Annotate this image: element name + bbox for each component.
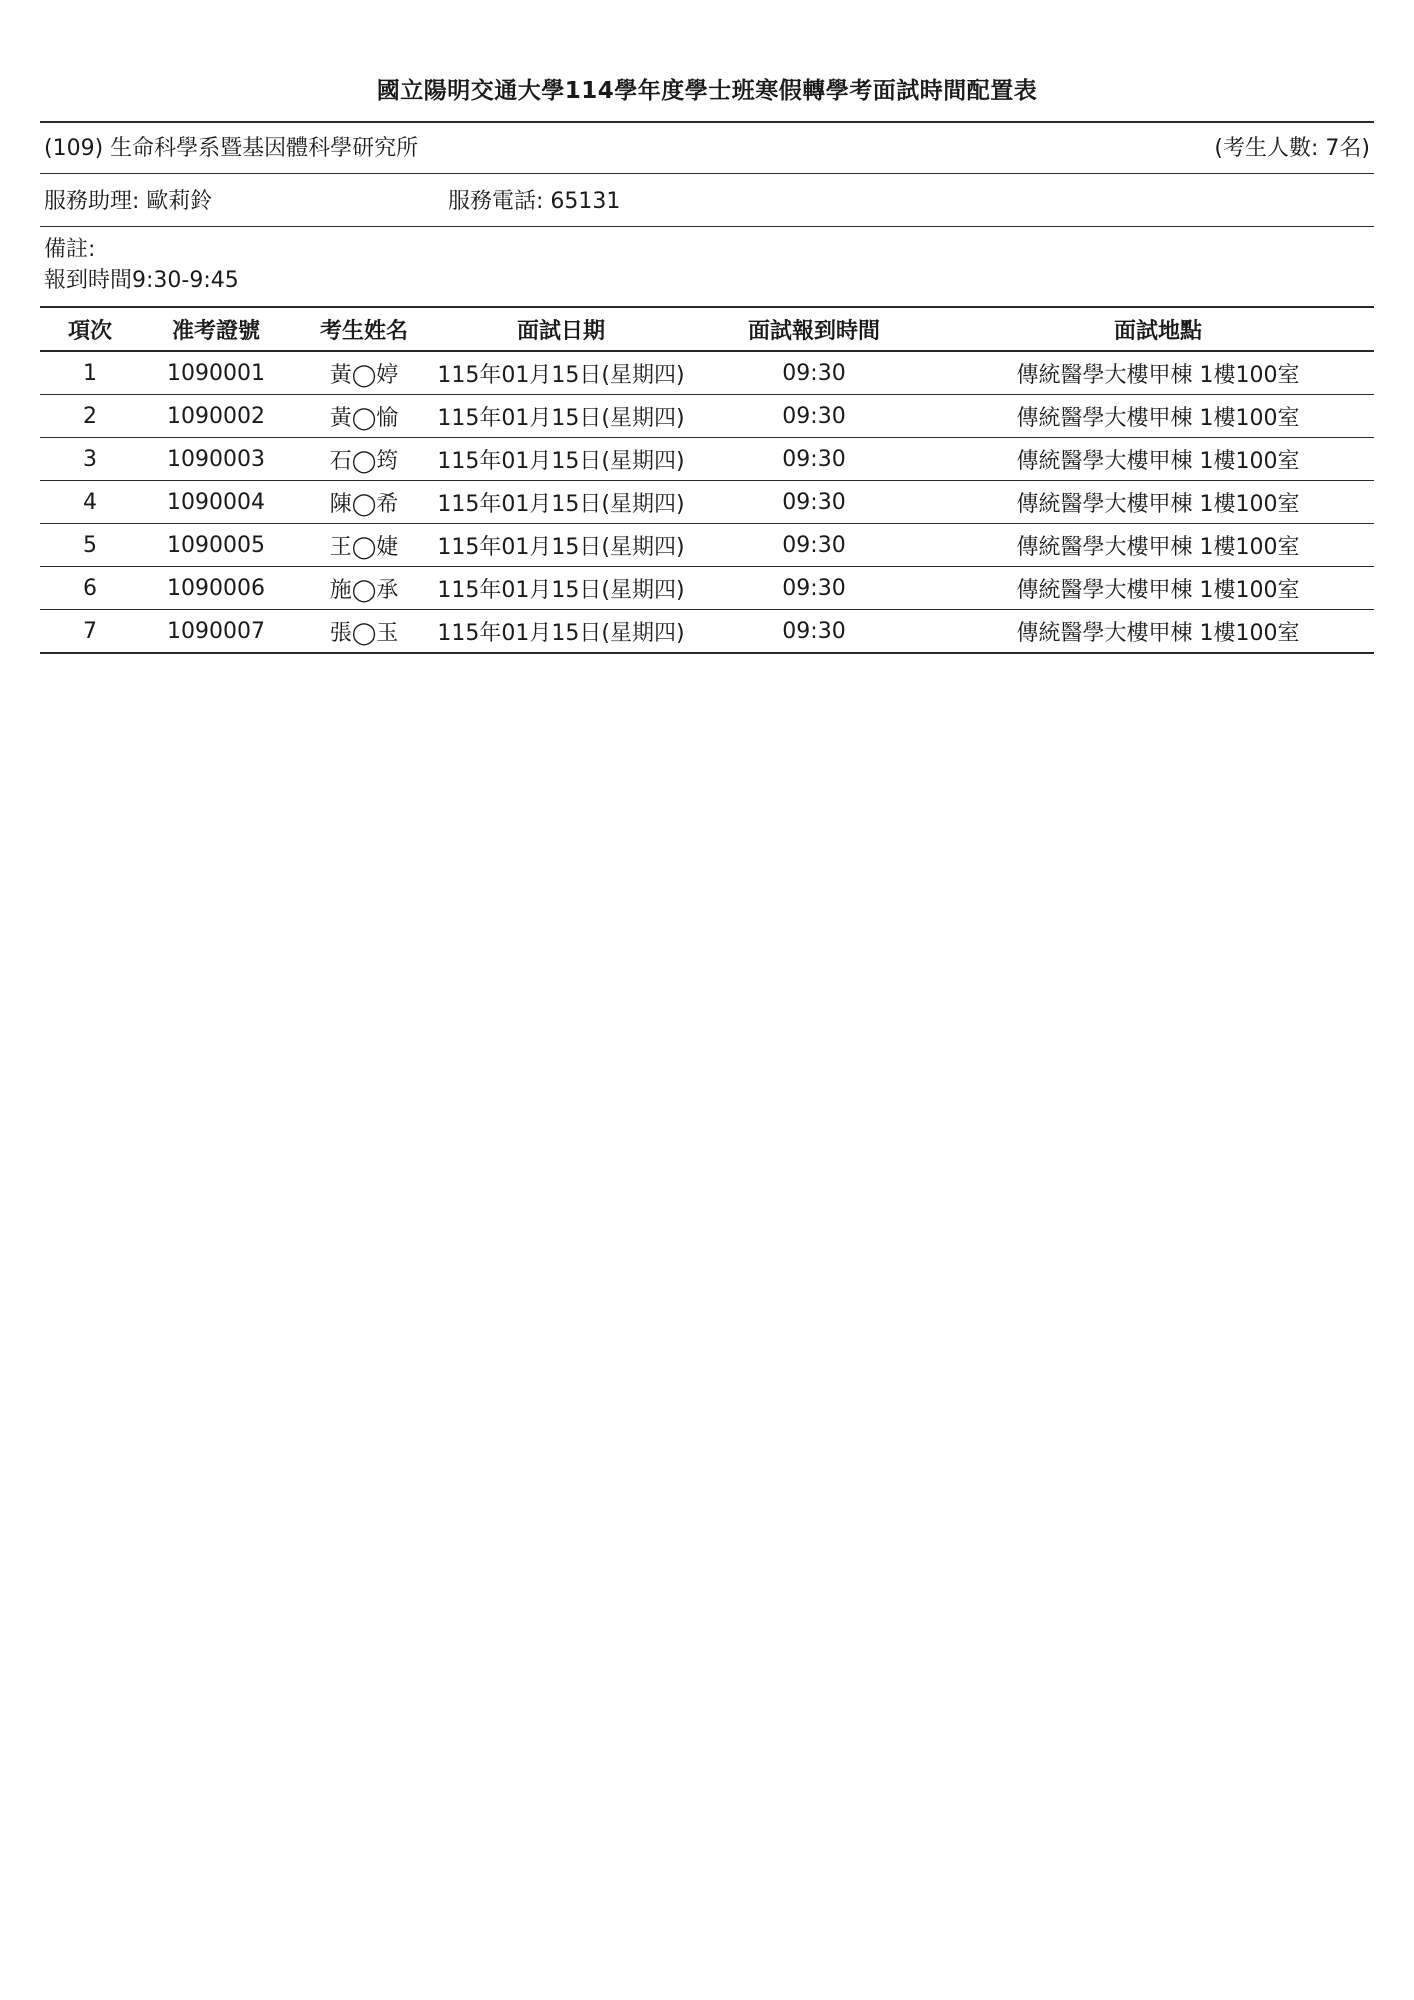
remark-text: 報到時間9:30-9:45 bbox=[44, 268, 239, 293]
table-row bbox=[40, 524, 1374, 567]
cell-candidate-name: 陳◯希 bbox=[292, 481, 436, 524]
table-row bbox=[40, 610, 1374, 654]
table-header-row bbox=[40, 307, 1374, 351]
cell-index: 7 bbox=[40, 610, 140, 654]
table-row bbox=[40, 395, 1374, 438]
table-row bbox=[40, 351, 1374, 395]
top-rule bbox=[40, 121, 1374, 123]
cell-checkin-time: 09:30 bbox=[686, 351, 942, 395]
cell-exam-number: 1090002 bbox=[140, 395, 292, 438]
cell-candidate-name: 王◯婕 bbox=[292, 524, 436, 567]
cell-index: 6 bbox=[40, 567, 140, 610]
cell-interview-date: 115年01月15日(星期四) bbox=[436, 438, 686, 481]
header-interview-location: 面試地點 bbox=[942, 307, 1374, 351]
cell-candidate-name: 張◯玉 bbox=[292, 610, 436, 654]
cell-interview-location: 傳統醫學大樓甲棟 1樓100室 bbox=[942, 610, 1374, 654]
cell-interview-location: 傳統醫學大樓甲棟 1樓100室 bbox=[942, 438, 1374, 481]
header-exam-number: 准考證號 bbox=[140, 307, 292, 351]
cell-candidate-name: 施◯承 bbox=[292, 567, 436, 610]
cell-exam-number: 1090005 bbox=[140, 524, 292, 567]
cell-exam-number: 1090003 bbox=[140, 438, 292, 481]
cell-interview-date: 115年01月15日(星期四) bbox=[436, 481, 686, 524]
cell-interview-location: 傳統醫學大樓甲棟 1樓100室 bbox=[942, 567, 1374, 610]
cell-interview-date: 115年01月15日(星期四) bbox=[436, 524, 686, 567]
cell-interview-date: 115年01月15日(星期四) bbox=[436, 395, 686, 438]
department-name: (109) 生命科學系暨基因體科學研究所 bbox=[44, 136, 419, 161]
service-assistant: 服務助理: 歐莉鈴 bbox=[44, 189, 213, 214]
cell-interview-location: 傳統醫學大樓甲棟 1樓100室 bbox=[942, 351, 1374, 395]
table-row bbox=[40, 567, 1374, 610]
cell-index: 3 bbox=[40, 438, 140, 481]
remark-label: 備註: bbox=[44, 237, 96, 262]
cell-candidate-name: 石◯筠 bbox=[292, 438, 436, 481]
cell-candidate-name: 黃◯愉 bbox=[292, 395, 436, 438]
divider-rule bbox=[40, 226, 1374, 227]
cell-checkin-time: 09:30 bbox=[686, 481, 942, 524]
cell-interview-location: 傳統醫學大樓甲棟 1樓100室 bbox=[942, 395, 1374, 438]
interview-schedule-table bbox=[40, 306, 1374, 654]
cell-interview-date: 115年01月15日(星期四) bbox=[436, 567, 686, 610]
table-row bbox=[40, 481, 1374, 524]
cell-exam-number: 1090004 bbox=[140, 481, 292, 524]
cell-checkin-time: 09:30 bbox=[686, 567, 942, 610]
cell-interview-date: 115年01月15日(星期四) bbox=[436, 351, 686, 395]
cell-index: 2 bbox=[40, 395, 140, 438]
cell-exam-number: 1090007 bbox=[140, 610, 292, 654]
document-title: 國立陽明交通大學114學年度學士班寒假轉學考面試時間配置表 bbox=[376, 78, 1038, 104]
cell-index: 5 bbox=[40, 524, 140, 567]
cell-index: 4 bbox=[40, 481, 140, 524]
cell-index: 1 bbox=[40, 351, 140, 395]
cell-exam-number: 1090001 bbox=[140, 351, 292, 395]
cell-checkin-time: 09:30 bbox=[686, 395, 942, 438]
cell-candidate-name: 黃◯婷 bbox=[292, 351, 436, 395]
header-checkin-time: 面試報到時間 bbox=[686, 307, 942, 351]
service-phone: 服務電話: 65131 bbox=[448, 189, 621, 214]
header-interview-date: 面試日期 bbox=[436, 307, 686, 351]
cell-interview-date: 115年01月15日(星期四) bbox=[436, 610, 686, 654]
table-row bbox=[40, 438, 1374, 481]
cell-checkin-time: 09:30 bbox=[686, 524, 942, 567]
header-index: 項次 bbox=[40, 307, 140, 351]
cell-interview-location: 傳統醫學大樓甲棟 1樓100室 bbox=[942, 481, 1374, 524]
cell-checkin-time: 09:30 bbox=[686, 610, 942, 654]
candidate-count: (考生人數: 7名) bbox=[1214, 136, 1370, 161]
header-candidate-name: 考生姓名 bbox=[292, 307, 436, 351]
cell-checkin-time: 09:30 bbox=[686, 438, 942, 481]
divider-rule bbox=[40, 173, 1374, 174]
cell-interview-location: 傳統醫學大樓甲棟 1樓100室 bbox=[942, 524, 1374, 567]
cell-exam-number: 1090006 bbox=[140, 567, 292, 610]
